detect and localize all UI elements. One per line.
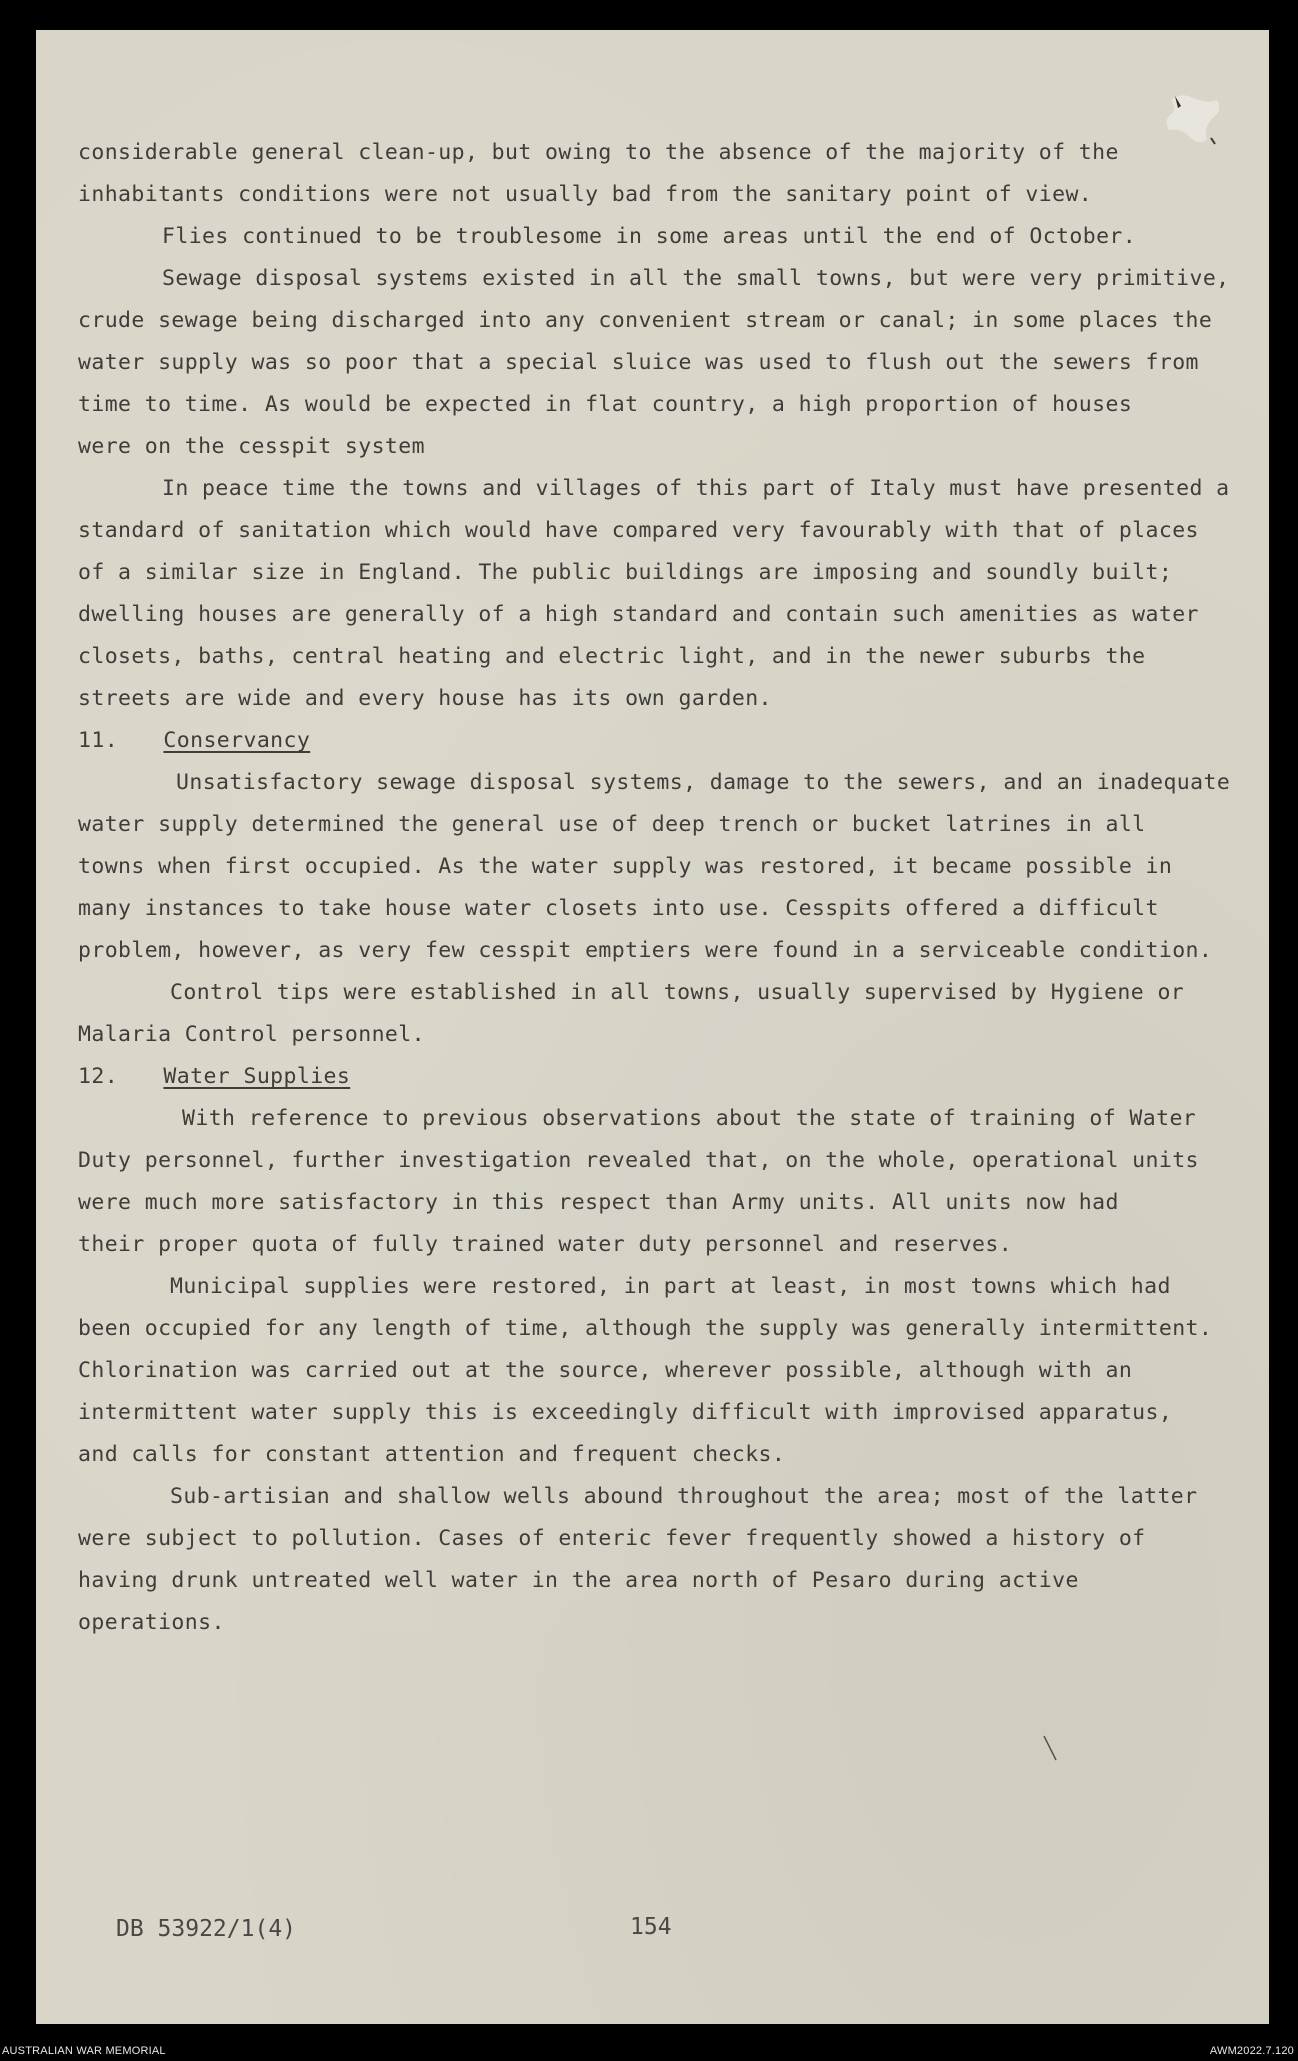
archive-institution: AUSTRALIAN WAR MEMORIAL xyxy=(2,2045,166,2057)
section-number: 12. xyxy=(78,1064,119,1089)
body-line: time to time. As would be expected in flat country, a high proportion of houses xyxy=(78,392,1133,417)
body-line: their proper quota of fully trained water duty personnel and reserves. xyxy=(78,1232,1013,1257)
body-line: Sub-artisian and shallow wells abound throughout the area; most of the latter xyxy=(170,1484,1198,1509)
body-line: Sewage disposal systems existed in all the small towns, but were very primitive, xyxy=(162,266,1230,291)
body-line: been occupied for any length of time, although the supply was generally intermittent. xyxy=(78,1316,1213,1341)
body-line: many instances to take house water closets into use. Cesspits offered a difficult xyxy=(78,896,1159,921)
section-title: Conservancy xyxy=(163,728,311,753)
section-number: 11. xyxy=(78,728,119,753)
body-line: Flies continued to be troublesome in some areas until the end of October. xyxy=(162,224,1137,249)
archive-caption-bar xyxy=(0,2044,1298,2061)
body-line: towns when first occupied. As the water supply was restored, it became possible in xyxy=(78,854,1173,879)
body-line: Chlorination was carried out at the source, wherever possible, although with an xyxy=(78,1358,1133,1383)
archive-item-id: AWM2022.7.120 xyxy=(1209,2045,1294,2057)
section-heading-12 xyxy=(78,1064,350,1090)
body-line: Municipal supplies were restored, in part at least, in most towns which had xyxy=(170,1274,1171,1299)
document-page xyxy=(36,30,1269,2024)
body-line: inhabitants conditions were not usually bad from the sanitary point of view. xyxy=(78,182,1093,207)
page-number: 154 xyxy=(630,1914,672,1940)
paper-stain-mark xyxy=(1141,78,1231,168)
body-line: water supply was so poor that a special sluice was used to flush out the sewers from xyxy=(78,350,1199,375)
body-line: were subject to pollution. Cases of enteric fever frequently showed a history of xyxy=(78,1526,1146,1551)
body-line: problem, however, as very few cesspit emptiers were found in a serviceable condition. xyxy=(78,938,1213,963)
section-title: Water Supplies xyxy=(163,1064,351,1089)
body-line: Unsatisfactory sewage disposal systems, damage to the sewers, and an inadequate xyxy=(176,770,1231,795)
pencil-mark xyxy=(1036,1730,1076,1770)
body-line: of a similar size in England. The public buildings are imposing and soundly built; xyxy=(78,560,1173,585)
body-line: considerable general clean-up, but owing to the absence of the majority of the xyxy=(78,140,1119,165)
body-line: In peace time the towns and villages of this part of Italy must have presented a xyxy=(162,476,1230,501)
body-line: With reference to previous observations about the state of training of Water xyxy=(182,1106,1197,1131)
body-line: crude sewage being discharged into any convenient stream or canal; in some places the xyxy=(78,308,1213,333)
body-line: streets are wide and every house has its own garden. xyxy=(78,686,772,711)
body-line: water supply determined the general use of deep trench or bucket latrines in all xyxy=(78,812,1146,837)
body-line: operations. xyxy=(78,1610,225,1635)
section-heading-11 xyxy=(78,728,310,754)
body-line: and calls for constant attention and frequent checks. xyxy=(78,1442,786,1467)
body-line: Control tips were established in all towns, usually supervised by Hygiene or xyxy=(170,980,1185,1005)
body-line: Duty personnel, further investigation revealed that, on the whole, operational units xyxy=(78,1148,1199,1173)
document-reference: DB 53922/1(4) xyxy=(116,1916,297,1942)
body-line: were much more satisfactory in this respect than Army units. All units now had xyxy=(78,1190,1119,1215)
body-line: Malaria Control personnel. xyxy=(78,1022,425,1047)
body-line: closets, baths, central heating and electric light, and in the newer suburbs the xyxy=(78,644,1146,669)
body-line: intermittent water supply this is exceedingly difficult with improvised apparatus, xyxy=(78,1400,1173,1425)
body-line: were on the cesspit system xyxy=(78,434,425,459)
body-line: dwelling houses are generally of a high standard and contain such amenities as water xyxy=(78,602,1199,627)
body-line: having drunk untreated well water in the area north of Pesaro during active xyxy=(78,1568,1079,1593)
body-line: standard of sanitation which would have compared very favourably with that of places xyxy=(78,518,1199,543)
